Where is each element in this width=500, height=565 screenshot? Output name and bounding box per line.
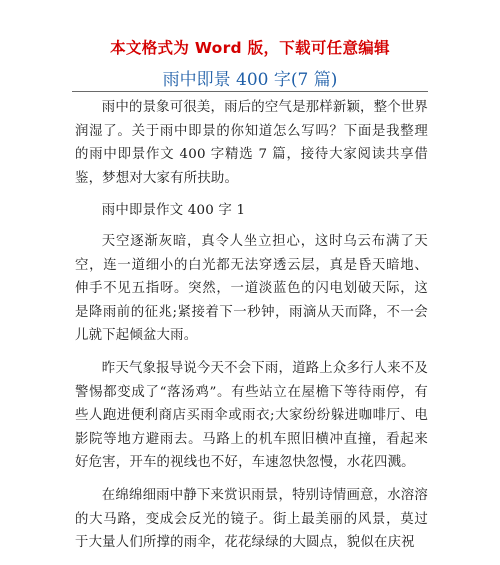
body-paragraph: 昨天气象报导说今天不会下雨，道路上众多行人来不及警惕都变成了“落汤鸡”。有些站立在屋檐下等待雨停，有些人跑进便利商店买雨伞或雨衣;大家纷纷躲进咖啡厅、电影院等地方避雨去。马路上的机车照旧横冲直撞，看起来好危害，开车的视线也不好，车速忽快忽慢，水花四溅。 [75, 360, 428, 471]
body-paragraph: 在绵绵细雨中静下来赏识雨景，特别诗情画意，水溶溶的大马路，变成会反光的镜子。街上最美丽的风景，莫过于大量人们所撑的雨伞，花花绿绿的大圆点，貌似在庆祝 [75, 487, 428, 551]
essay-heading: 雨中即景作文 400 字 1 [101, 203, 246, 219]
title-divider [72, 91, 428, 92]
format-notice: 本文格式为 Word 版，下载可任意编辑 [110, 39, 390, 57]
document-title: 雨中即景 400 字(7 篇) [162, 70, 338, 90]
document-body [75, 96, 428, 564]
intro-paragraph: 雨中的景象可很美，雨后的空气是那样新颖，整个世界润湿了。关于雨中即景的你知道怎么写吗？下面是我整理的雨中即景作文 400 字精选 7 篇，接待大家阅读共享借鉴，梦想对大家有所扶助。 [75, 100, 428, 186]
body-paragraph: 天空逐渐灰暗，真令人坐立担心，这时乌云布满了天空，连一道细小的白光都无法穿透云层，真是昏天暗地、伸手不见五指呀。突然，一道淡蓝色的闪电划破天际，这是降雨前的征兆;紧接着下一秒钟，雨滴从天而降，不一会儿就下起倾盆大雨。 [75, 233, 428, 344]
